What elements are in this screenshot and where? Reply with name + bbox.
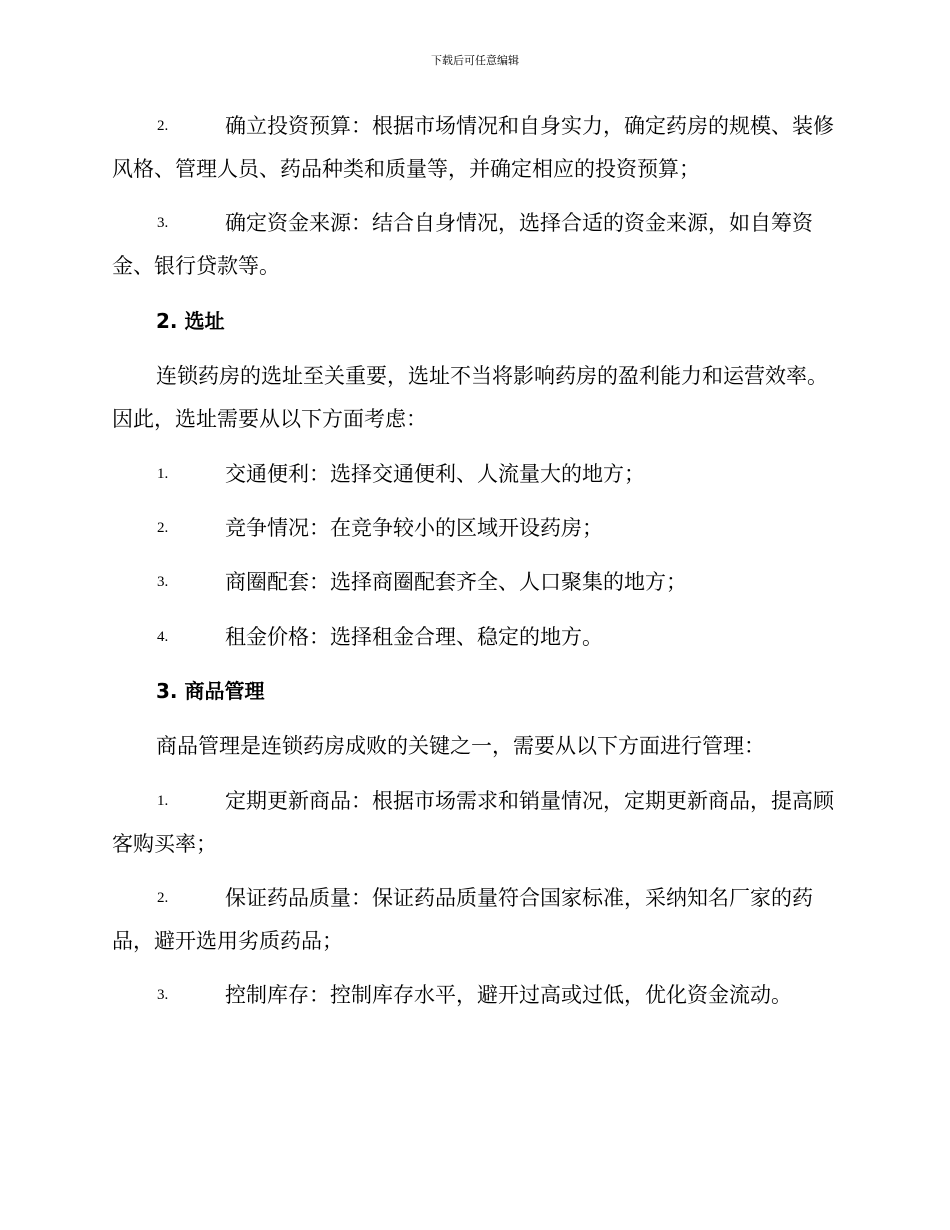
list-item <box>112 780 837 866</box>
list-number: 2. <box>157 520 169 536</box>
list-item <box>112 453 837 496</box>
list-text: 竞争情况：在竞争较小的区域开设药房； <box>225 516 603 540</box>
section-intro: 商品管理是连锁药房成败的关键之一，需要从以下方面进行管理： <box>156 734 765 758</box>
list-number: 2. <box>157 118 169 134</box>
list-item <box>112 561 837 604</box>
list-text: 商圈配套：选择商圈配套齐全、人口聚集的地方； <box>225 570 687 594</box>
list-item <box>112 507 837 550</box>
list-number: 3. <box>157 987 169 1003</box>
list-item <box>112 616 837 659</box>
list-text: 租金价格：选择租金合理、稳定的地方。 <box>225 625 603 649</box>
list-number: 4. <box>157 629 169 645</box>
list-item <box>112 974 837 1017</box>
list-text: 交通便利：选择交通便利、人流量大的地方； <box>225 462 645 486</box>
list-text: 控制库存：控制库存水平，避开过高或过低，优化资金流动。 <box>225 983 792 1007</box>
list-number: 1. <box>157 793 169 809</box>
list-number: 1. <box>157 466 169 482</box>
section-heading: 2. 选址 <box>156 309 225 333</box>
section-heading: 3. 商品管理 <box>156 679 265 703</box>
list-item <box>112 877 837 963</box>
list-text: 保证药品质量：保证药品质量符合国家标准，采纳知名厂家的药品，避开选用劣质药品； <box>112 886 813 953</box>
list-number: 3. <box>157 574 169 590</box>
list-number: 2. <box>157 890 169 906</box>
page-header: 下载后可任意编辑 <box>431 54 519 67</box>
section-intro: 连锁药房的选址至关重要，选址不当将影响药房的盈利能力和运营效率。因此，选址需要从以下方面考虑： <box>112 364 828 431</box>
list-text: 确立投资预算：根据市场情况和自身实力，确定药房的规模、装修风格、管理人员、药品种类和质量等，并确定相应的投资预算； <box>112 114 834 181</box>
list-number: 3. <box>157 215 169 231</box>
list-text: 确定资金来源：结合自身情况，选择合适的资金来源，如自筹资金、银行贷款等。 <box>112 211 813 278</box>
list-text: 定期更新商品：根据市场需求和销量情况，定期更新商品，提高顾客购买率； <box>112 789 834 856</box>
list-item <box>112 105 837 191</box>
list-item <box>112 202 837 288</box>
